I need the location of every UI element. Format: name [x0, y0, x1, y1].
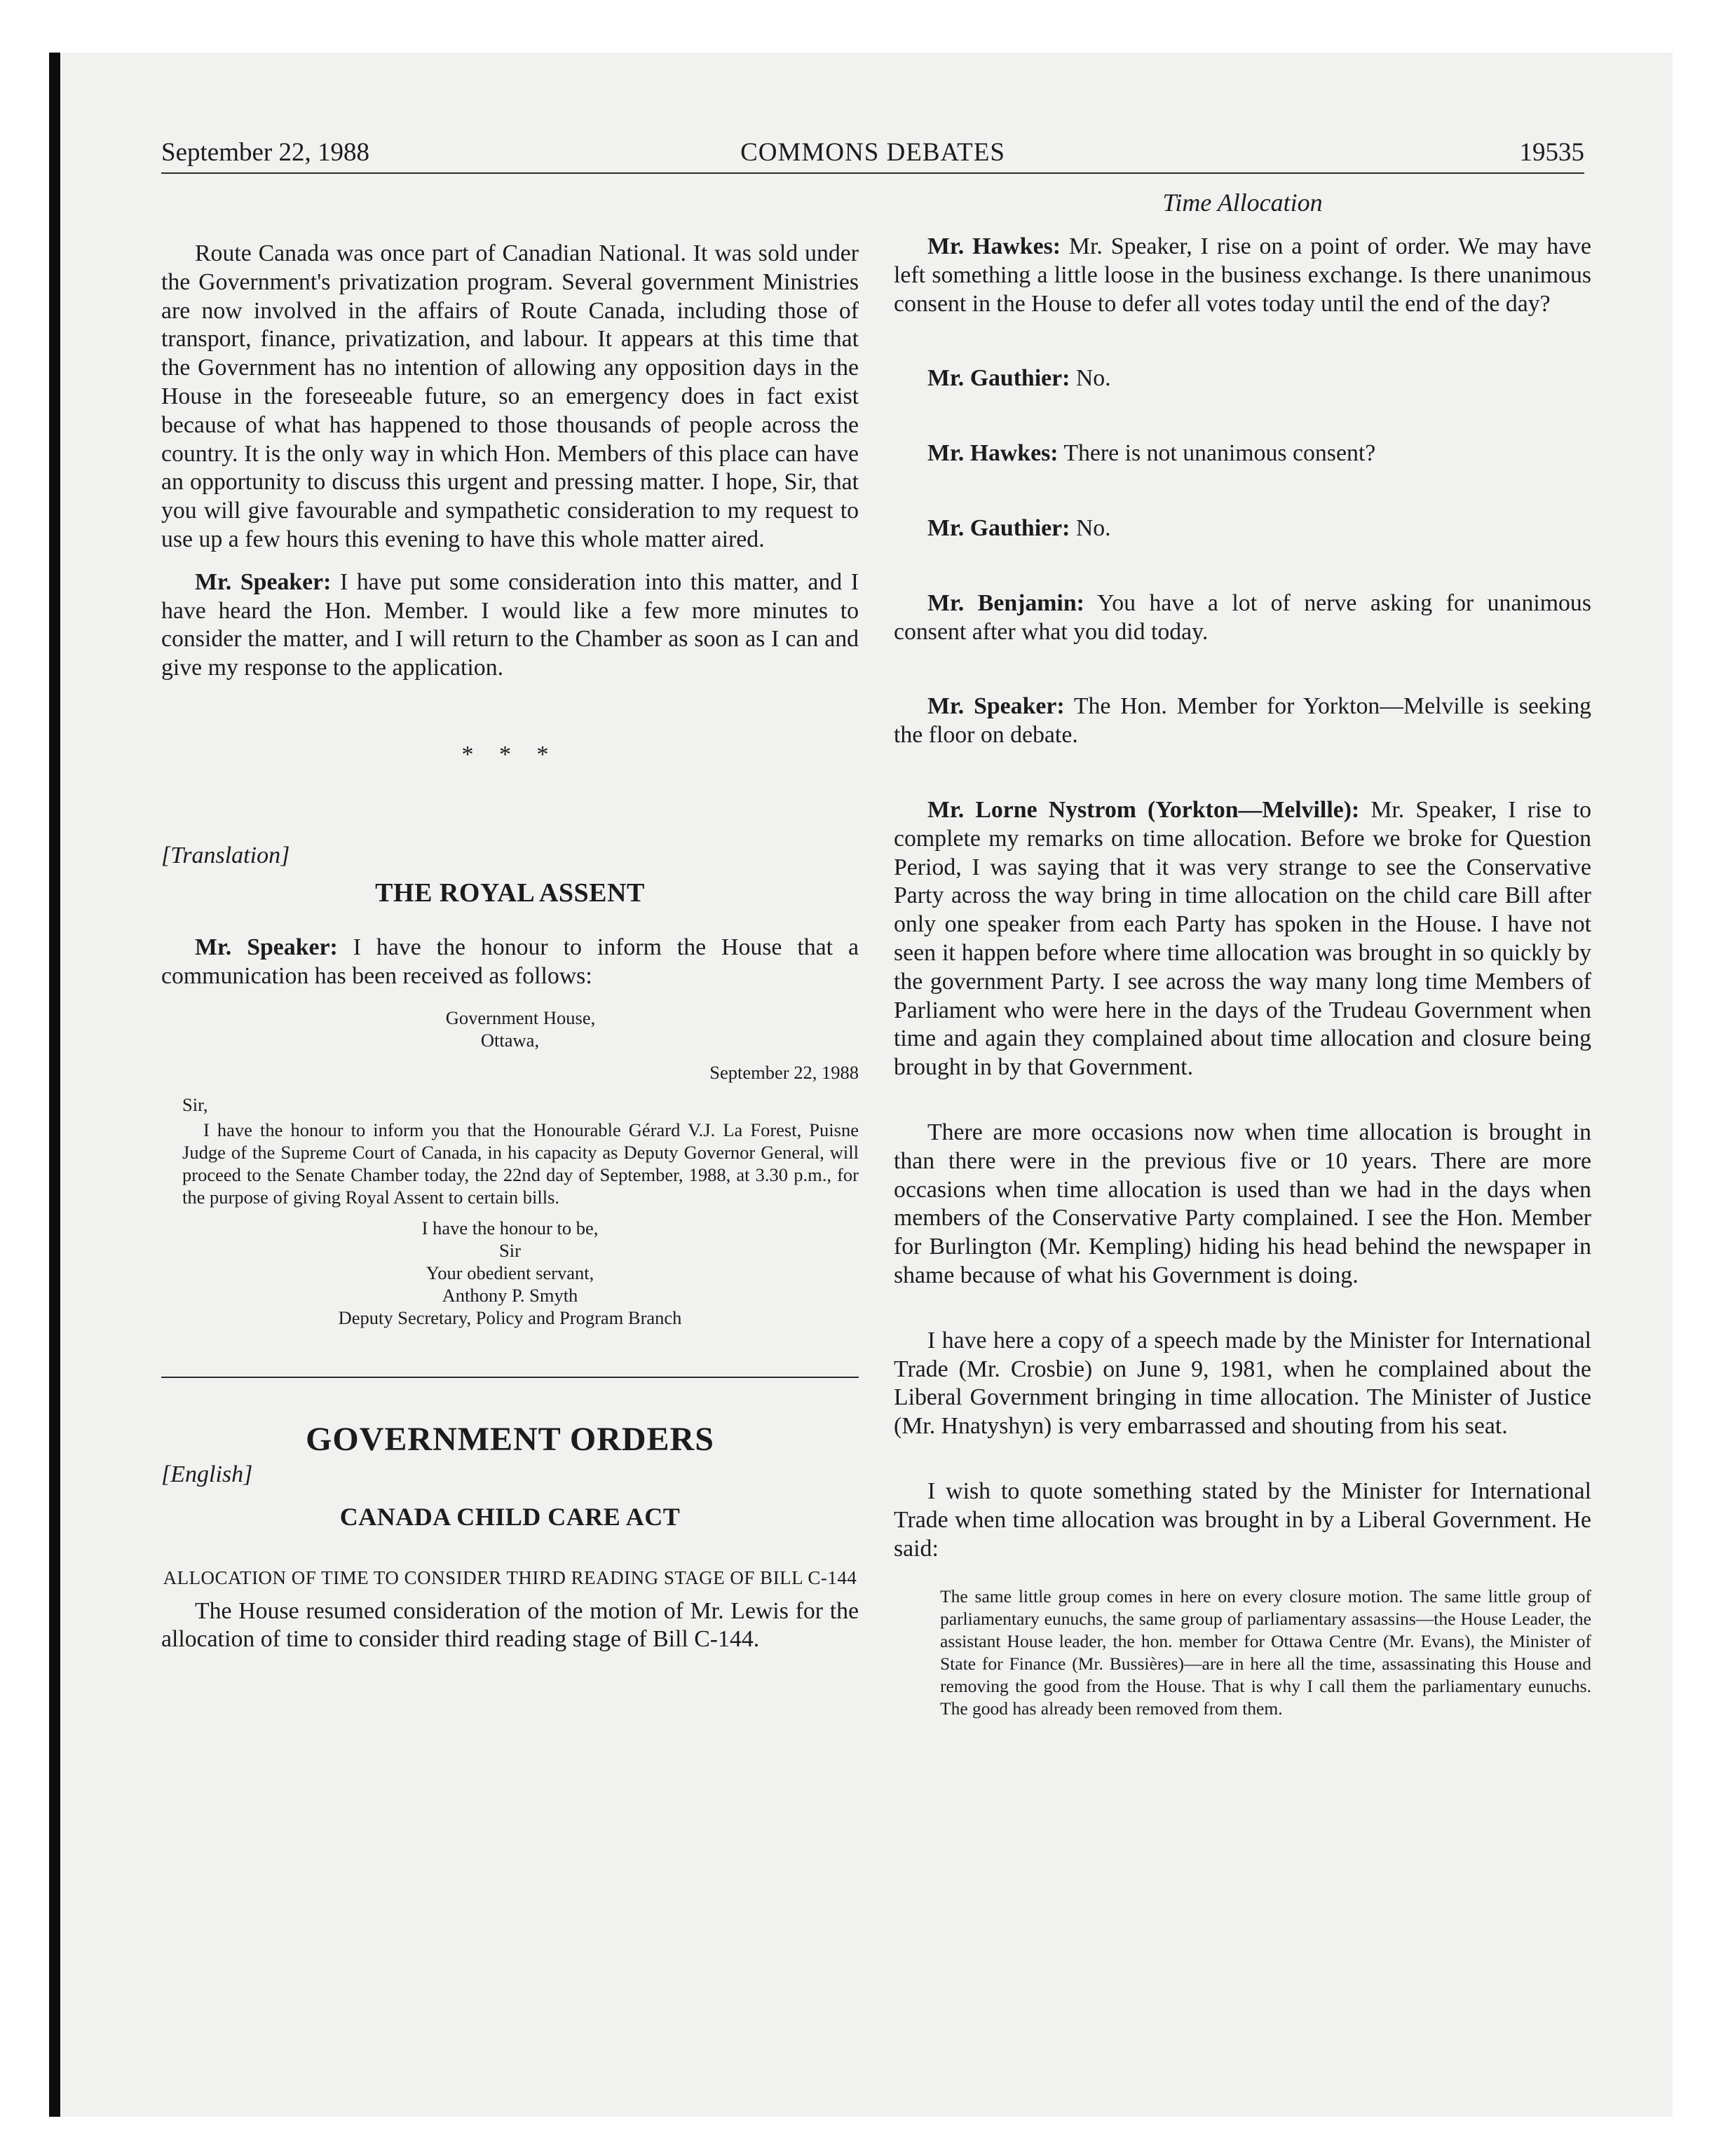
paragraph-crosbie-speech: I have here a copy of a speech made by the Minister for International Trade (Mr. Crosbie) on June 9, 1981, when he complained about the Liberal Government bringing in time allocation. The Minister of Justice (Mr. Hnatyshyn) is very embarrassed and shouting from his seat.: [894, 1327, 1591, 1440]
paragraph-hawkes: [894, 233, 1591, 318]
header-page-number: 19535: [1519, 138, 1584, 167]
english-label: [English]: [161, 1461, 253, 1487]
paragraph-nystrom: [894, 796, 1591, 1082]
left-column: [161, 186, 859, 1654]
letter-signer-title: Deputy Secretary, Policy and Program Branch: [338, 1306, 682, 1328]
letter-signer: Anthony P. Smyth: [442, 1284, 578, 1306]
paragraph-speaker-response: [161, 568, 859, 683]
section-break-stars: * * *: [461, 741, 559, 767]
paragraph-speaker: [894, 692, 1591, 750]
speech-text: You have a lot of nerve asking for unanimous consent after what you did today.: [894, 589, 1591, 645]
speaker-name: Mr. Speaker:: [195, 934, 338, 960]
child-care-act-heading: CANADA CHILD CARE ACT: [339, 1502, 681, 1531]
speaker-name: Mr. Benjamin:: [927, 589, 1084, 616]
page-header: [161, 137, 1584, 172]
speaker-name: Mr. Speaker:: [927, 693, 1065, 720]
block-quote: The same little group comes in here on every closure motion. The same little group of parliamentary eunuchs, the same group of parliamentary assassins—the House Leader, the assistant House leader, the hon. member for Ottawa Centre (Mr. Evans), the Minister of State for Finance (Mr. Bussières)—are in here all the time, assassinating this House and removing the good from the House. That is why I call them the parliamentary eunuchs. The good has already been removed from them.: [940, 1586, 1591, 1719]
speech-text: Mr. Speaker, I rise to complete my remarks on time allocation. Before we broke for Question Period, I was saying that it was very strange to see the Conservative Party across the way bring in time allocation on the child care Bill after only one speaker from each Party has spoken in the House. I have not seen it happen before where time allocation was brought in so quickly by the government Party. I see across the way many long time Members of Parliament who were here in the days of the Trudeau Government when time and again they complained about time allocation and closure being brought in by that Government.: [894, 796, 1591, 1081]
speech-text: No.: [1075, 365, 1111, 392]
speaker-name: Mr. Hawkes:: [927, 233, 1061, 259]
royal-assent-heading: THE ROYAL ASSENT: [375, 878, 645, 908]
paragraph-hawkes: [894, 439, 1591, 468]
speaker-name: Mr. Gauthier:: [927, 514, 1070, 541]
letter-date: September 22, 1988: [709, 1061, 859, 1083]
paragraph-royal-assent: [161, 934, 859, 991]
speech-text: I have put some consideration into this matter, and I have heard the Hon. Member. I would like a few more minutes to consider the matter, and I will return to the Chamber as soon as I can and give my response to the application.: [161, 568, 859, 681]
header-rule: [161, 172, 1584, 174]
government-orders-heading: GOVERNMENT ORDERS: [306, 1420, 714, 1458]
header-date: September 22, 1988: [161, 138, 369, 167]
paragraph-quote-intro: I wish to quote something stated by the Minister for International Trade when time allocation was brought in by a Liberal Government. He said:: [894, 1478, 1591, 1562]
speech-text: There is not unanimous consent?: [1063, 440, 1376, 467]
running-head: Time Allocation: [1162, 189, 1323, 217]
paragraph-more-occasions: There are more occasions now when time allocation is brought in than there were in the previous five or 10 years. There are more occasions when time allocation is used than we had in the days when members of the Conservative Party complained. I see the Hon. Member for Burlington (Mr. Kempling) hiding his head behind the newspaper in shame because of what his Government is doing.: [894, 1119, 1591, 1288]
paragraph-benjamin: [894, 589, 1591, 647]
speech-text: Mr. Speaker, I rise on a point of order. We may have left something a little loose in the business exchange. Is there unanimous consent in the House to defer all votes today until the end of the day?: [894, 233, 1591, 317]
speaker-name: Mr. Lorne Nystrom (Yorkton—Melville):: [927, 796, 1360, 823]
letter-address-line: Ottawa,: [480, 1029, 540, 1051]
letter-salutation: Sir,: [182, 1093, 208, 1115]
speech-text: I have the honour to inform the House that a communication has been received as follows:: [161, 934, 859, 989]
letter-closing: Sir: [499, 1239, 521, 1261]
letter-address-line: Government House,: [445, 1007, 596, 1028]
scan-edge-bar: [49, 53, 60, 2117]
speech-text: The Hon. Member for Yorkton—Melville is seeking the floor on debate.: [894, 693, 1591, 749]
allocation-heading: ALLOCATION OF TIME TO CONSIDER THIRD READING STAGE OF BILL C-144: [163, 1567, 857, 1588]
header-title: COMMONS DEBATES: [740, 138, 1005, 167]
paragraph-house-resumed: The House resumed consideration of the motion of Mr. Lewis for the allocation of time to consider third reading stage of Bill C-144.: [161, 1597, 859, 1653]
right-column: [894, 186, 1591, 1720]
letter-closing: Your obedient servant,: [426, 1262, 594, 1283]
speaker-name: Mr. Speaker:: [195, 568, 332, 595]
assent-letter: [161, 1007, 859, 1329]
translation-label: [Translation]: [161, 842, 290, 868]
paragraph-gauthier: [894, 364, 1591, 393]
speaker-name: Mr. Gauthier:: [927, 365, 1070, 392]
letter-closing: I have the honour to be,: [421, 1217, 599, 1239]
section-divider: [161, 1377, 859, 1378]
speech-text: No.: [1075, 514, 1111, 541]
paragraph-route-canada: Route Canada was once part of Canadian National. It was sold under the Government's privatization program. Several government Ministries are now involved in the affairs of Route Canada, including those of transport, finance, privatization, and labour. It appears at this time that the Government has no intention of allowing any opposition days in the House in the foreseeable future, so an emergency does in fact exist because of what has happened to those thousands of people across the country. It is the only way in which Hon. Members of this place can have an opportunity to discuss this urgent and pressing matter. I hope, Sir, that you will give favourable and sympathetic consideration to my request to use up a few hours this evening to have this whole matter aired.: [161, 240, 859, 552]
paragraph-gauthier: [894, 514, 1591, 543]
letter-body: I have the honour to inform you that the Honourable Gérard V.J. La Forest, Puisne Judge of the Supreme Court of Canada, in his capacity as Deputy Governor General, will proceed to the Senate Chamber today, the 22nd day of September, 1988, at 3.30 p.m., for the purpose of giving Royal Assent to certain bills.: [182, 1119, 859, 1208]
speaker-name: Mr. Hawkes:: [927, 440, 1059, 467]
